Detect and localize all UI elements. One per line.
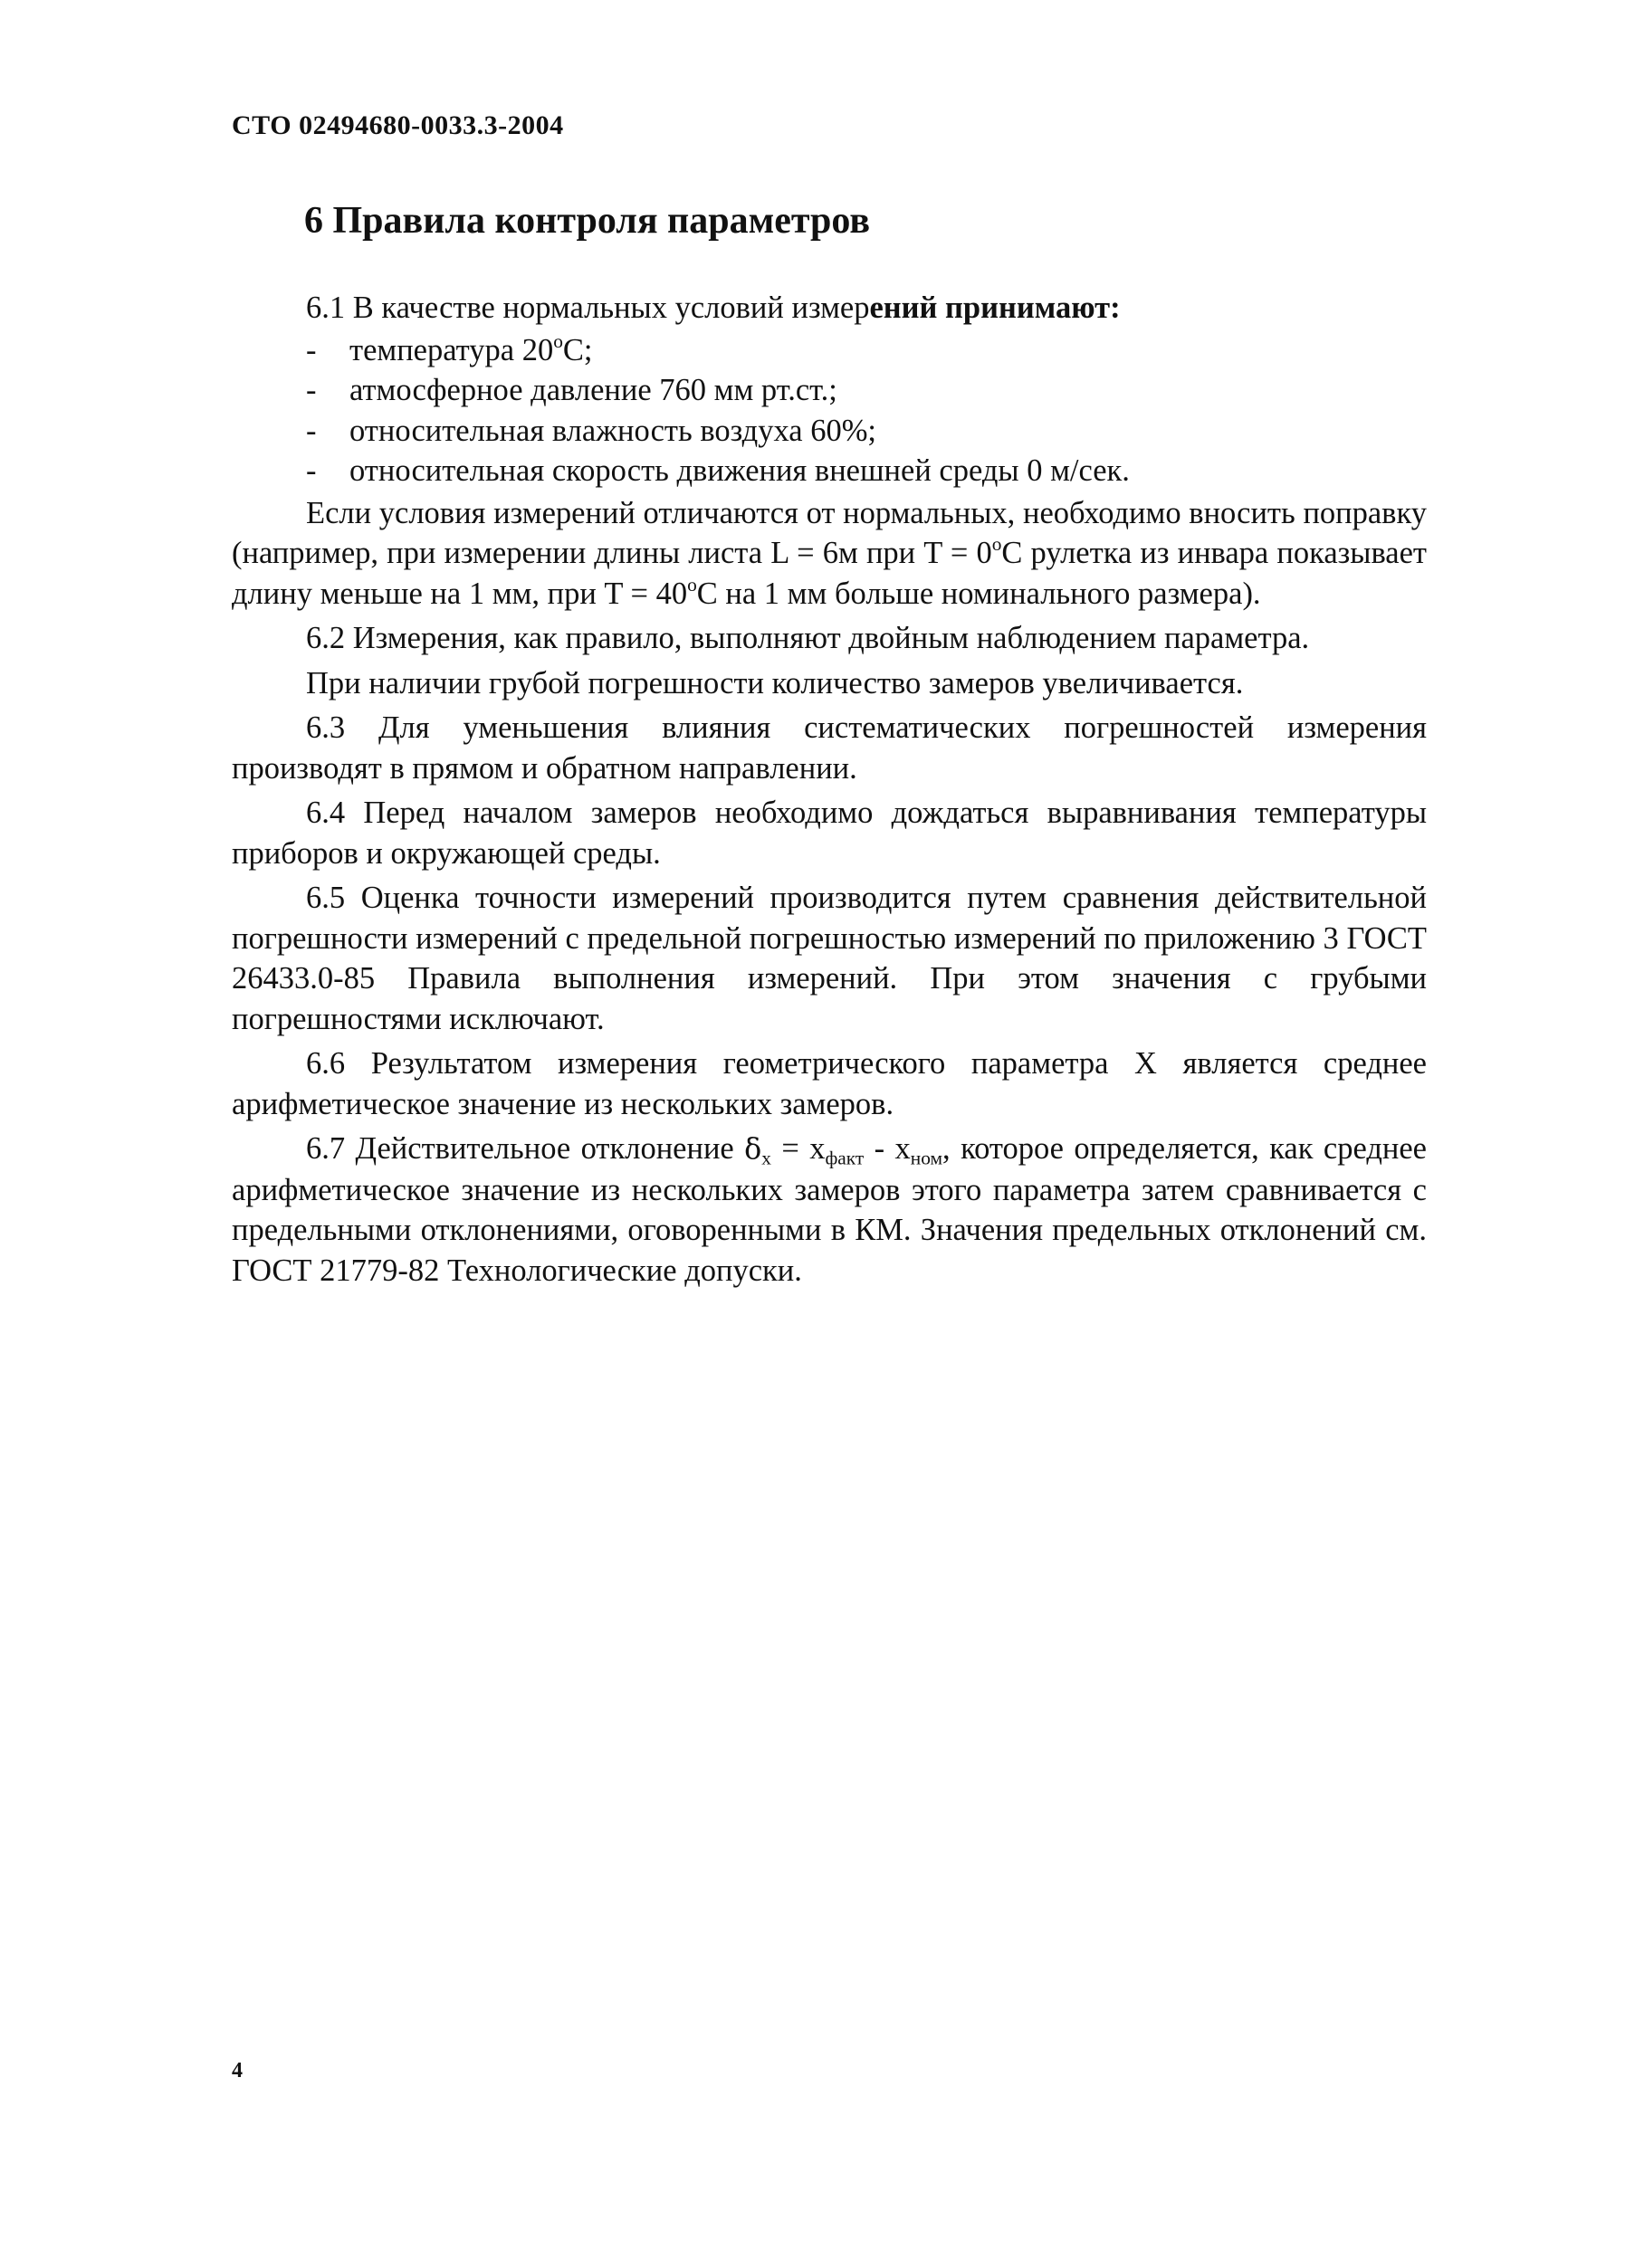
degree-mark: о: [991, 533, 1002, 556]
fact-subscript: факт: [825, 1147, 865, 1169]
note-text-3: С на 1 мм больше номинального размера).: [696, 576, 1261, 611]
clause-6-7-lead: 6.7 Действительное отклонение: [306, 1131, 745, 1166]
degree-mark: о: [687, 573, 697, 596]
clause-6-4: 6.4 Перед началом замеров необходимо дождаться выравнивания температуры приборов и окружающей среды.: [232, 796, 1427, 871]
condition-text: атмосферное давление 760 мм рт.ст.;: [349, 373, 837, 407]
clause-6-1-note: [232, 493, 1427, 615]
section-title: 6 Правила контроля параметров: [304, 200, 870, 242]
page-number: 4: [232, 2059, 243, 2082]
clause-6-6: 6.6 Результатом измерения геометрического параметра Х является среднее арифметическое значение из нескольких замеров.: [232, 1046, 1427, 1121]
clause-6-1-intro-text: 6.1 В качестве нормальных условий измер: [306, 291, 870, 325]
condition-text: температура 20: [349, 332, 554, 367]
condition-item: [232, 330, 1427, 371]
delta-symbol: δ: [744, 1133, 762, 1166]
degree-mark: о: [553, 329, 563, 352]
condition-item: [232, 451, 1427, 491]
clause-6-1-intro-bold: ений принимают:: [869, 291, 1121, 325]
clause-6-2-followup: При наличии грубой погрешности количество замеров увеличивается.: [306, 665, 1244, 700]
clause-6-2: 6.2 Измерения, как правило, выполняют двойным наблюдением параметра.: [306, 621, 1310, 655]
clause-6-7-rest: , которое определяется, как среднее арифметическое значение из нескольких замеров этого параметра затем сравнивается с предельными отклонениями, оговоренными в КМ. Значения предельных отклонений см. ГОСТ 21779-82 Технологические допуски.: [232, 1131, 1427, 1288]
clause-6-3: 6.3 Для уменьшения влияния систематических погрешностей измерения производят в прямом и обратном направлении.: [232, 710, 1427, 786]
delta-subscript: x: [761, 1147, 771, 1169]
condition-unit: С;: [562, 332, 593, 367]
normal-conditions-list: [232, 330, 1427, 491]
condition-item: [232, 411, 1427, 452]
equals-x: = x: [770, 1131, 826, 1166]
clause-6-7: [232, 1129, 1427, 1291]
note-text-1: Если условия измерений отличаются от нормальных, необходимо вносить поправку (например, при измерении длины листа L = 6м при T = 0: [232, 495, 1427, 570]
document-code: СТО 02494680-0033.3-2004: [232, 110, 564, 140]
document-body: [232, 288, 1427, 1295]
note-text-2: С рулетка из инвара показывает длину меньше на 1 мм, при T = 40: [232, 536, 1427, 611]
condition-text: относительная скорость движения внешней среды 0 м/сек.: [349, 453, 1130, 488]
minus-x: - x: [864, 1131, 911, 1166]
nom-subscript: ном: [910, 1147, 943, 1169]
clause-6-1-intro: [232, 288, 1427, 329]
condition-text: относительная влажность воздуха 60%;: [349, 413, 877, 448]
condition-item: [232, 370, 1427, 411]
clause-6-5: 6.5 Оценка точности измерений производится путем сравнения действительной погрешности измерений с предельной погрешностью измерений по приложению 3 ГОСТ 26433.0-85 Правила выполнения измерений. При этом значения с грубыми погрешностями исключают.: [232, 881, 1427, 1036]
